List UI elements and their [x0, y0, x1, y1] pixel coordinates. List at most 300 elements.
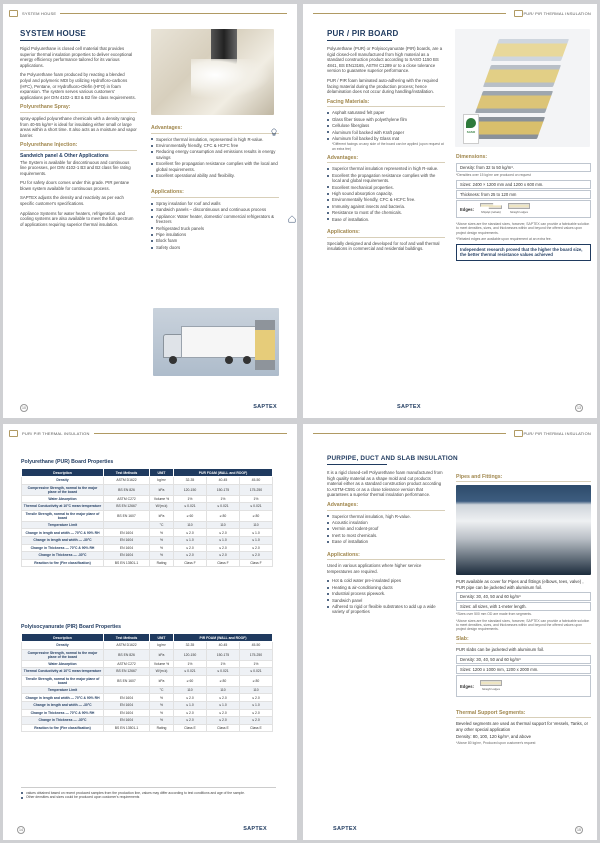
list-item: Acoustic insulation [327, 520, 445, 525]
table-cell: ASTM C272 [104, 495, 150, 503]
table-cell: ≤ 2.0 [174, 709, 207, 717]
list-item: Hot & cold water pre-insulated pipes [327, 578, 445, 583]
table-cell: ≤ 2.0 [239, 709, 272, 717]
straight-edge-sample [480, 680, 502, 692]
table-cell: W/(m.k) [150, 503, 174, 511]
table-cell: % [150, 529, 174, 537]
table-cell: ≤ 2.0 [174, 529, 207, 537]
table-row [22, 724, 273, 732]
footer-logo-text: SAPTEX [397, 404, 421, 410]
wheel-image [169, 356, 177, 364]
property-name-cell: Change in Thickness — 70°C & 90% RH [22, 544, 104, 552]
saptex-logo-icon [9, 430, 18, 437]
footer-logo [397, 404, 421, 410]
table-cell: ≤ 1.0 [174, 701, 207, 709]
board-image [491, 39, 569, 61]
header-rule [94, 433, 287, 434]
list-item: Sandwich panel [327, 598, 445, 603]
header-label: PUR/ PIR THERMAL INSULATION [523, 430, 591, 436]
applications-intro: Used in various applications where higher service temperatures are required. [327, 563, 422, 574]
column-header: Test Methods [104, 469, 150, 477]
board-image [475, 91, 553, 113]
property-name-cell: Reaction to fire (Fire classification) [22, 724, 104, 732]
advantages-heading: Advantages: [327, 156, 445, 164]
research-callout: Independent research proved that the higher the board size, the better thermal resistance values achieved [456, 244, 591, 261]
house-icon [288, 215, 296, 223]
table-cell: Rating [150, 724, 174, 732]
table-cell: Rating [150, 559, 174, 567]
table-cell: ASTM D1622 [104, 642, 150, 650]
facing-list [327, 110, 445, 141]
table-cell: BS EN 13501-1 [104, 559, 150, 567]
footer-logo-text: SAPTEX [253, 404, 277, 410]
header-rule [60, 13, 287, 14]
advantages-list [327, 514, 445, 545]
intro-text: Rigid Polyurethane is closed cell material that provides superior thermal insulation properties to deliver exceptional energy efficiency performance tailored for its various applications. [20, 46, 133, 68]
slab-text: PUR slabs can be jacketed with aluminum foil. [456, 647, 545, 653]
footer-logo-text: SAPTEX [333, 826, 357, 832]
thermal-support-heading: Thermal Support Segments: [456, 711, 591, 718]
table-cell: EN 1604 [104, 544, 150, 552]
column-header: Test Methods [104, 634, 150, 642]
table-cell: ≤ 0.021 [174, 668, 207, 676]
column-header: Description [22, 469, 104, 477]
foam-text: the Polyurethane foam produced by reacting a blended polyol and polymeric MDI by utilizing Hydrofloro-carbons (HFC), Pentane, or Hydrofluoro-Olefin (HFO) in foam expansion. The system serves various customers' applications per DIN 4102-1 B3 & B2 fire class requirements. [20, 72, 136, 100]
table-cell: 110 [206, 521, 239, 529]
list-item: Excellent fire propagation resistance complies with the local and global requirements. [151, 161, 279, 172]
table-cell: 40-45 [206, 642, 239, 650]
list-item: Superior thermal insulation, high R-value. [327, 514, 445, 519]
table-cell: ≥ 60 [174, 510, 207, 521]
property-name-cell: Change in Thickness — -30°C [22, 717, 104, 725]
list-item: High sound absorption capacity. [327, 191, 445, 196]
property-name-cell: Change in length and width — -30°C [22, 701, 104, 709]
title-underline [327, 464, 387, 465]
facing-heading: Facing Materials: [327, 100, 445, 108]
list-item: Cellulose fiberglass [327, 123, 445, 128]
property-name-cell: Change in length and width — 70°C & 90% RH [22, 694, 104, 702]
density-note: *Densities over 15 kg/m³ are produced on request [456, 173, 531, 178]
table-cell: % [150, 544, 174, 552]
applications-heading: Applications: [151, 190, 279, 198]
table-cell: EN 1604 [104, 529, 150, 537]
table-header-row [22, 469, 273, 477]
pir-properties-table [21, 633, 273, 732]
applications-list [327, 578, 445, 614]
left-column [327, 46, 445, 256]
property-name-cell: Tensile Strength, normal to the major plane of board [22, 510, 104, 521]
table-cell: EN 1604 [104, 552, 150, 560]
saptex-logo-icon [514, 10, 523, 17]
table-cell: 110 [174, 521, 207, 529]
spray-foam-photo [151, 29, 274, 115]
table-row [22, 536, 273, 544]
table-cell: 120-150 [174, 484, 207, 495]
list-item: Industrial process pipework. [327, 591, 445, 596]
table-row [22, 649, 273, 660]
dimensions-box [456, 150, 591, 261]
pur-properties-table [21, 468, 273, 567]
table-cell: % [150, 694, 174, 702]
pur-table-title: Polyurethane (PUR) Board Properties [21, 459, 114, 465]
footnote: Other densities and sizes could be produced upon customer's requirements [21, 795, 276, 799]
table-cell: % [150, 701, 174, 709]
refrigerated-truck-photo [153, 308, 279, 376]
list-item: Asphalt saturated felt paper [327, 110, 445, 115]
table-cell: 120-150 [174, 649, 207, 660]
idea-icon [270, 128, 278, 136]
straight-edge-image [508, 203, 530, 209]
thermal-support-text: Beveled segments are used as thermal support for Vessels, Tanks, or any other special application [456, 721, 588, 732]
intro-text: Polyurethane (PUR) or Polyisocyanurate (PIR) boards, are a rigid closed-cell manufactured from high material as a standard construction product according to SASO 1150 BS 4841, BS EN13165, ASTM C1289 or to a close tolerance version to guarantee superior performance. [327, 46, 443, 74]
pipes-note: *Sizes over 500 mm OD are made from segments. [456, 612, 532, 617]
property-name-cell: Temperature Limit [22, 686, 104, 694]
property-name-cell: Water Absorption [22, 660, 104, 668]
pu-text: PU for safety doors comes under this grade. PIR pentane blown system available for continuous process. [20, 180, 130, 191]
table-cell: 1% [206, 660, 239, 668]
pipes-density-row: Density: 30, 40, 50 and 60 kg/m³ [456, 592, 591, 601]
sizes-note: *Above sizes are the standard sizes, however, SAPTEX can provide a fabricable solution to meet densities, sizes, and thicknesses within and beyond the offered values upon project design requirements. [456, 222, 590, 235]
table-row [22, 552, 273, 560]
list-item: Glass fiber tissue with polyethylene film [327, 117, 445, 122]
saptex-logo-icon [514, 430, 523, 437]
table-cell: BS EN 826 [104, 484, 150, 495]
list-item: Superior thermal insulation, represented in high R-value. [151, 137, 279, 142]
table-cell: BS EN 826 [104, 649, 150, 660]
column-header: UNIT [150, 469, 174, 477]
list-item: Excellent operational ability and flexibility. [151, 173, 279, 178]
page-number: 15 [575, 826, 583, 834]
list-item: Aluminum foil backed with Kraft paper [327, 130, 445, 135]
table-cell: ≤ 2.0 [174, 717, 207, 725]
property-name-cell: Change in Thickness — 70°C & 90% RH [22, 709, 104, 717]
table-cell: kg/m³ [150, 477, 174, 485]
property-name-cell: Reaction to fire (Fire classification) [22, 559, 104, 567]
table-cell: kPa [150, 484, 174, 495]
table-cell: Volume % [150, 495, 174, 503]
table-row [22, 701, 273, 709]
intro-text: It is a rigid closed-cell Polyurethane foam manufactured from high quality material as a shape mold and cut products material either as a standard construction product according to ASTM-C591 or as a close tolerance version that guarantees a superior thermal insulation performance. [327, 470, 443, 498]
straight-label: Straight edges [509, 210, 528, 215]
pipe-insulation-photo [456, 485, 591, 575]
table-cell: EN 1604 [104, 536, 150, 544]
table-cell: ≤ 1.0 [239, 701, 272, 709]
table-cell: ≤ 2.0 [174, 544, 207, 552]
slab-sizes-row: Sizes: 1200 x 1000 mm, 1200 x 2000 mm. [456, 665, 591, 674]
page-title: SYSTEM HOUSE [20, 29, 86, 38]
footer-logo-text: SAPTEX [243, 826, 267, 832]
table-cell: ≤ 2.0 [239, 552, 272, 560]
table-cell: W/(m.k) [150, 668, 174, 676]
table-row [22, 503, 273, 511]
property-name-cell: Temperature Limit [22, 521, 104, 529]
table-cell: ≤ 2.0 [174, 552, 207, 560]
slab-edges-row [456, 675, 591, 697]
list-item: Sandwich panels – discontinuous and continuous process [151, 207, 279, 212]
thermal-note: *Above 80 kg/m³, Produced upon customer's request [456, 740, 536, 745]
table-row [22, 675, 273, 686]
footer-logo [253, 404, 277, 410]
list-item: Block foam [151, 238, 279, 243]
applications-heading: Applications: [327, 230, 445, 238]
property-name-cell: Tensile Strength, normal to the major plane of board [22, 675, 104, 686]
table-cell: ≤ 1.0 [239, 529, 272, 537]
table-cell: kPa [150, 675, 174, 686]
pipes-text: PUR available as cover for Pipes and fittings (elbows, tees, valve) , PUR pipe can be jacketed with aluminum foil. [456, 579, 584, 590]
pir-table-title: Polyisocyanurate (PIR) Board Properties [21, 624, 122, 630]
list-item: Environmentally friendly, CFC & HCFC free [151, 143, 279, 148]
saso-leaf-icon [466, 118, 476, 128]
table-cell: ≤ 2.0 [206, 529, 239, 537]
straight-label: Straight edges [481, 687, 500, 692]
edges-label: Edges: [460, 206, 474, 212]
intro-text-2: PUR / PIR foam laminated auto-adhering with the required facing material during the production process; hence delamination does not occur during handling/installation. [327, 77, 439, 95]
page-header [9, 428, 291, 438]
footer-logo [333, 826, 357, 832]
page-header [9, 8, 291, 18]
table-cell: 40-45 [206, 477, 239, 485]
injection-subheading: Sandwich panel & Other Applications [20, 152, 109, 159]
table-cell: ≤ 2.0 [206, 552, 239, 560]
table-cell: ASTM D1622 [104, 477, 150, 485]
table-cell: Class E [174, 724, 207, 732]
property-name-cell: Change in length and width — -30°C [22, 536, 104, 544]
table-cell: % [150, 709, 174, 717]
table-cell: ≥ 80 [206, 510, 239, 521]
table-cell: 1% [174, 495, 207, 503]
table-cell: 110 [239, 521, 272, 529]
table-cell: ≤ 2.0 [174, 694, 207, 702]
page-number: 13 [575, 404, 583, 412]
header-rule [313, 433, 506, 434]
page-title: PURPIPE, DUCT AND SLAB INSULATION [327, 455, 458, 462]
table-cell: % [150, 717, 174, 725]
property-name-cell: Thermal Conductivity at 10°C mean temperature [22, 503, 104, 511]
truck-trailer-image [181, 326, 259, 358]
pipes-sizes-row: Sizes: all sizes, with 1-meter length. [456, 602, 591, 611]
facing-note: *Different facings on any side of the board can be applied (upon request at an extra fee) [332, 142, 444, 151]
table-row [22, 709, 273, 717]
table-row [22, 495, 273, 503]
table-cell: Class E [206, 724, 239, 732]
table-row [22, 642, 273, 650]
table-cell: 110 [174, 686, 207, 694]
table-cell: BS EN 1607 [104, 510, 150, 521]
dimensions-heading: Dimensions: [456, 154, 488, 160]
list-item: Vermin and rodent-proof [327, 526, 445, 531]
table-cell: Class F [174, 559, 207, 567]
table-cell: 110 [206, 686, 239, 694]
list-item: Environmentally friendly, CFC & HCFC free. [327, 197, 445, 202]
table-footnotes [21, 787, 276, 800]
advantages-heading: Advantages: [151, 126, 279, 134]
shiplap-edge-sample [480, 203, 502, 215]
table-cell: EN 1604 [104, 701, 150, 709]
table-row [22, 529, 273, 537]
spray-heading: Polyurethane Spray: [20, 105, 137, 113]
list-item: Ease of installation [327, 539, 445, 544]
list-item: Excellent mechanical properties. [327, 185, 445, 190]
left-column [327, 470, 445, 616]
table-row [22, 686, 273, 694]
page-title: PUR / PIR BOARD [327, 29, 399, 38]
pipes-note: *Above sizes are the standard sizes, however, SAPTEX can provide a fabricable solution to meet densities, sizes, and thicknesses within and beyond the offered values upon project design requirements. [456, 618, 590, 632]
table-cell: ≤ 2.0 [206, 717, 239, 725]
table-cell: 1% [239, 660, 272, 668]
title-underline [327, 40, 392, 41]
column-header: UNIT [150, 634, 174, 642]
table-cell: ≤ 0.021 [206, 668, 239, 676]
table-cell: ≤ 1.0 [206, 701, 239, 709]
header-label: PUR/ PIR THERMAL INSULATION [523, 10, 591, 16]
title-underline [20, 40, 80, 41]
board-image [483, 65, 561, 87]
table-cell: 1% [174, 660, 207, 668]
page-number: 10 [20, 404, 28, 412]
advantages-heading: Advantages: [327, 503, 445, 511]
property-name-cell: Water Absorption [22, 495, 104, 503]
table-cell: °C [150, 686, 174, 694]
header-label: SYSTEM HOUSE [22, 10, 57, 16]
column-header: PIR FOAM (WALL and ROOF) [174, 634, 273, 642]
table-cell: ≤ 1.0 [174, 536, 207, 544]
table-cell: ≤ 0.021 [239, 503, 272, 511]
table-cell: ≤ 2.0 [206, 694, 239, 702]
table-cell: 32-35 [174, 477, 207, 485]
right-column [456, 470, 591, 747]
table-cell: Class F [239, 559, 272, 567]
table-cell: °C [150, 521, 174, 529]
page-10 [3, 4, 297, 418]
table-cell: kPa [150, 649, 174, 660]
list-item: Ease of installation. [327, 217, 445, 222]
thickness-row: Thickness: from 25 to 120 mm [456, 190, 591, 199]
table-cell: EN 1604 [104, 694, 150, 702]
saptex-logo-icon [9, 10, 18, 17]
page-header [309, 8, 591, 18]
table-row [22, 660, 273, 668]
table-cell: ≥ 80 [239, 675, 272, 686]
table-cell: 175-250 [239, 649, 272, 660]
thermal-density: Density: 80, 100, 120 kg/m³, and above [456, 734, 532, 740]
slab-heading: Slab: [456, 637, 591, 644]
left-column [20, 46, 137, 231]
list-item: Refrigerated truck panels [151, 226, 279, 231]
table-cell: Volume % [150, 660, 174, 668]
applications-text: Specially designed and developed for roof and wall thermal insulations in commercial and residential buildings. [327, 240, 440, 252]
advantages-list [151, 137, 279, 179]
table-row [22, 521, 273, 529]
column-header: PUR FOAM (WALL and ROOF) [174, 469, 273, 477]
page-14 [3, 424, 297, 840]
table-cell: ≥ 60 [174, 675, 207, 686]
page-13 [303, 4, 597, 418]
injection-heading: Polyurethane Injection: [20, 143, 137, 151]
table-cell: ≤ 2.0 [239, 717, 272, 725]
table-cell: % [150, 536, 174, 544]
table-cell: ≥ 80 [206, 675, 239, 686]
property-name-cell: Compressive Strength, normal to the major plane of the board [22, 649, 104, 660]
foam-spray-image [191, 59, 271, 99]
shiplap-edge-image [480, 203, 502, 209]
table-row [22, 668, 273, 676]
list-item: Safety doors [151, 245, 279, 250]
pipes-heading: Pipes and Fittings: [456, 475, 591, 482]
footnote: values obtained based on recent produced samples from the production line, values may differ according to test conditions and age of the sample. [21, 791, 276, 795]
page-header [309, 428, 591, 438]
table-row [22, 484, 273, 495]
table-cell: 175-250 [239, 484, 272, 495]
table-cell: 110 [239, 686, 272, 694]
table-row [22, 717, 273, 725]
slab-density-row: Density: 30, 40, 50 and 60 kg/m³ [456, 655, 591, 664]
table-cell [104, 686, 150, 694]
property-name-cell: Density [22, 642, 104, 650]
footer-logo [243, 826, 267, 832]
panel-section-image [255, 320, 275, 370]
advantages-list [327, 166, 445, 222]
table-cell: 150-175 [206, 649, 239, 660]
table-cell: ≤ 2.0 [206, 544, 239, 552]
shiplap-label: Shiplap (rebate) [481, 210, 501, 215]
header-rule [313, 13, 506, 14]
table-row [22, 510, 273, 521]
page-15 [303, 424, 597, 840]
property-name-cell: Thermal Conductivity at 10°C mean temperature [22, 668, 104, 676]
table-cell: % [150, 552, 174, 560]
list-item: Excellent the propagation resistance complies with the local and global requirements. [327, 173, 445, 184]
truck-cab-image [163, 334, 183, 358]
list-item: Heating & air-conditioning ducts [327, 585, 445, 590]
property-name-cell: Density [22, 477, 104, 485]
table-cell: 1% [239, 495, 272, 503]
table-cell: EN 1604 [104, 709, 150, 717]
list-item: Superior thermal insulation represented in high R-value. [327, 166, 445, 171]
table-cell: ≤ 0.021 [174, 503, 207, 511]
appliance-text: Appliance Systems for water heaters, refrigeration, and cooling systems are also available to meet the full spectrum of applications requiring superior thermal insulation. [20, 210, 134, 227]
table-cell: 150-175 [206, 484, 239, 495]
list-item: Spray insulation for roof and walls [151, 201, 279, 206]
table-cell: Class E [239, 724, 272, 732]
property-name-cell: Change in length and width — 70°C & 90% RH [22, 529, 104, 537]
straight-edge-sample [508, 203, 530, 215]
property-name-cell: Compressive Strength, normal to the major plane of the board [22, 484, 104, 495]
right-column [151, 121, 279, 251]
property-name-cell: Change in Thickness — -30°C [22, 552, 104, 560]
table-cell: BS EN 12667 [104, 503, 150, 511]
page-number: 14 [17, 826, 25, 834]
table-cell: ASTM C272 [104, 660, 150, 668]
table-cell: ≤ 1.0 [206, 536, 239, 544]
table-cell: 1% [206, 495, 239, 503]
table-cell: ≤ 0.021 [206, 503, 239, 511]
applications-heading: Applications: [327, 553, 445, 561]
straight-edge-image [480, 680, 502, 686]
table-cell: ≤ 1.0 [239, 536, 272, 544]
list-item: Aluminum foil backed by Glass mat [327, 136, 445, 141]
edges-label: Edges: [460, 683, 474, 689]
list-item: Reducing energy consumption and emissions results in energy savings [151, 149, 279, 160]
table-row [22, 694, 273, 702]
table-cell: ≤ 2.0 [239, 694, 272, 702]
rebated-note: *Rebated edges are available upon requirement at an extra fee. [456, 236, 552, 241]
table-cell: ≤ 0.021 [239, 668, 272, 676]
sizes-row: Sizes: 2400 × 1200 mm and 1200 x 600 mm. [456, 180, 591, 189]
applications-list [151, 201, 279, 250]
injection-text: The System is available for discontinuous and continuous line processes, per DIN 4102-1 B3 and B2 class fire rating requirements. [20, 159, 131, 176]
saso-certification-badge [463, 114, 479, 144]
wheel-image [243, 356, 251, 364]
